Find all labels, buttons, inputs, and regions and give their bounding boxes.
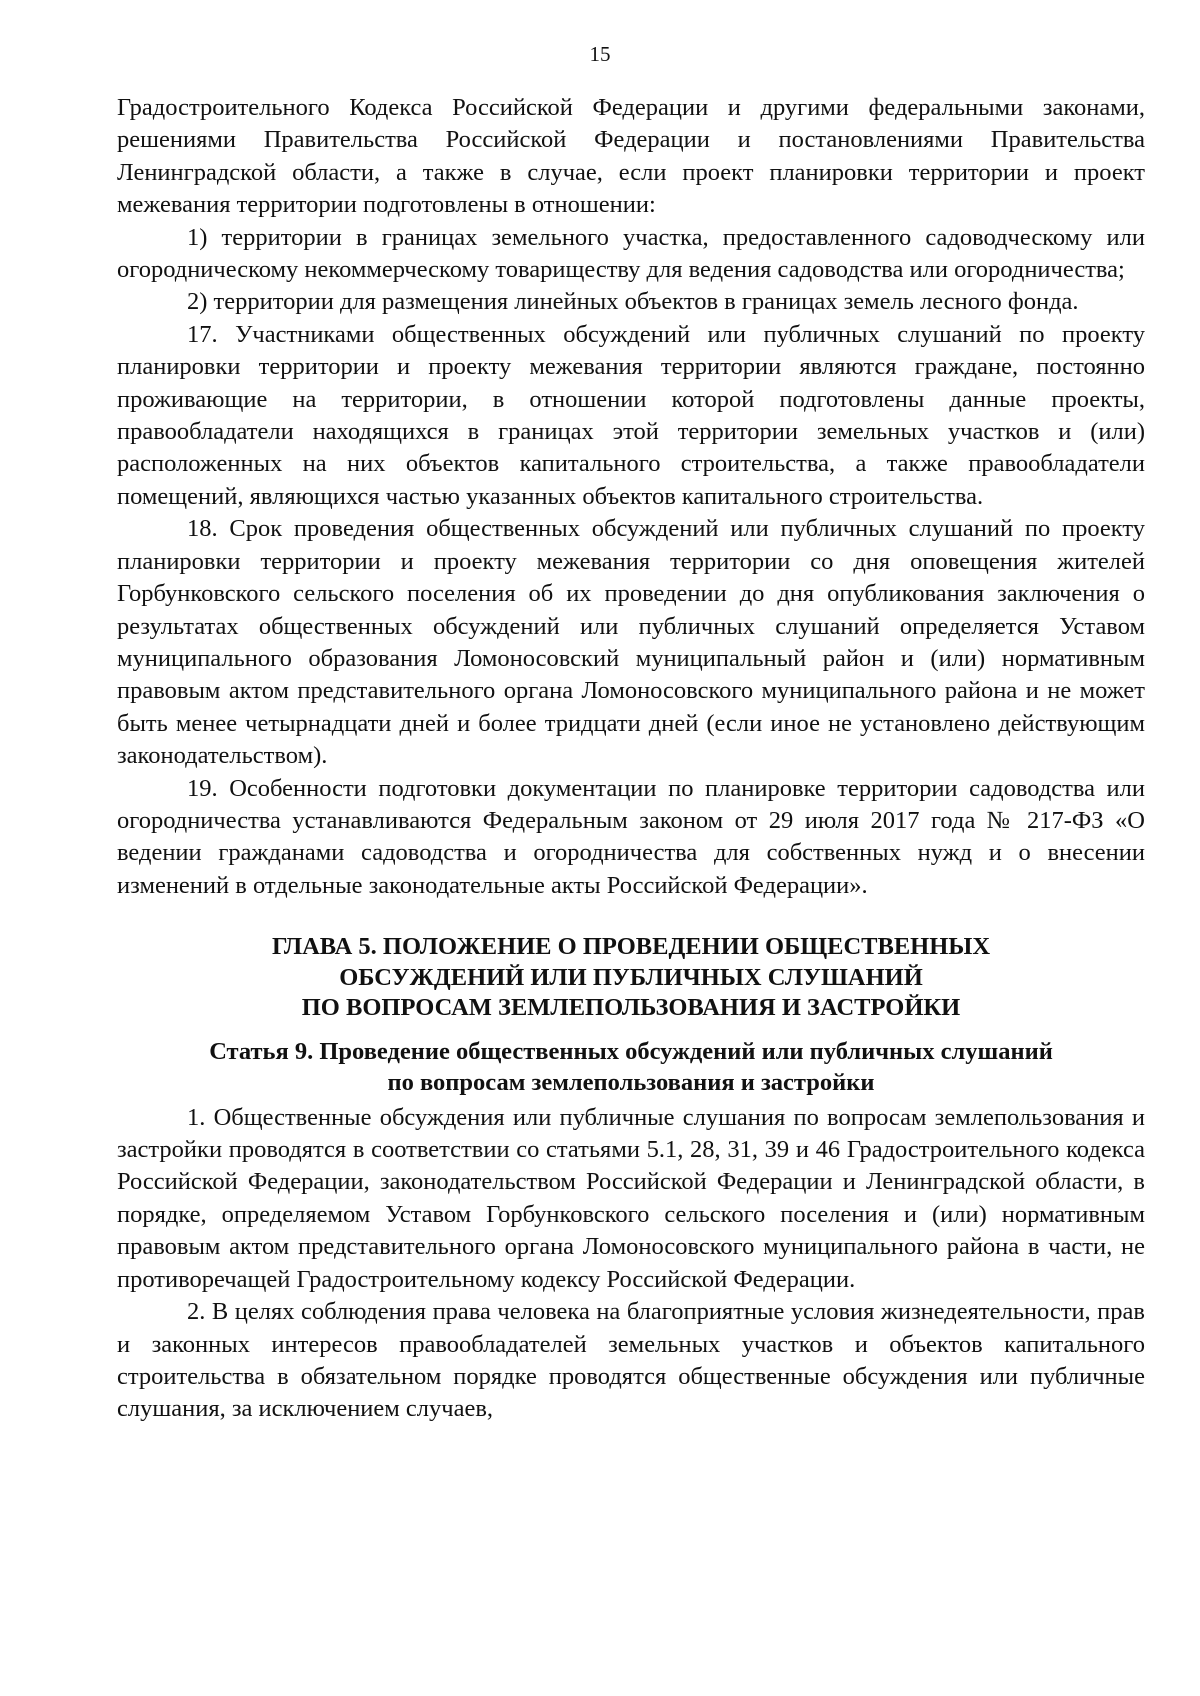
chapter-heading-line: ГЛАВА 5. ПОЛОЖЕНИЕ О ПРОВЕДЕНИИ ОБЩЕСТВЕННЫХ xyxy=(271,933,991,961)
paragraph-item-2: 2) территории для размещения линейных объектов в границах земель лесного фонда. xyxy=(187,288,1079,316)
chapter-heading xyxy=(117,932,1145,1024)
chapter-heading-line: ПО ВОПРОСАМ ЗЕМЛЕПОЛЬЗОВАНИЯ И ЗАСТРОЙКИ xyxy=(301,994,961,1022)
page-number: 15 xyxy=(589,42,611,66)
paragraph: Градостроительного Кодекса Российской Федерации и другими федеральными законами, решениями Правительства Российской Федерации и постановлениями Правительства Ленинградской области, а также в случае, если проект планировки территории и проект межевания территории подготовлены в отношении: xyxy=(117,94,1145,219)
article-heading-line: по вопросам землепользования и застройки xyxy=(387,1068,875,1096)
article-heading-line: Статья 9. Проведение общественных обсуждений или публичных слушаний xyxy=(209,1037,1053,1065)
chapter-heading-line: ОБСУЖДЕНИЙ ИЛИ ПУБЛИЧНЫХ СЛУШАНИЙ xyxy=(339,963,923,991)
article-paragraph-1: 1. Общественные обсуждения или публичные слушания по вопросам землепользования и застройки проводятся в соответствии со статьями 5.1, 28, 31, 39 и 46 Градостроительного кодекса Российской Федерации, законодательством Российской Федерации и Ленинградской области, в порядке, определяемом Уставом Горбунковского сельского поселения и (или) нормативным правовым актом представительного органа Ломоносовского муниципального района в части, не противоречащей Градостроительному кодексу Российской Федерации. xyxy=(117,1103,1145,1293)
article-heading xyxy=(117,1036,1145,1098)
paragraph-17: 17. Участниками общественных обсуждений или публичных слушаний по проекту планировки территории и проекту межевания территории являются граждане, постоянно проживающие на территории, в отношении которой подготовлены данные проекты, правообладатели находящихся в границах этой территории земельных участков и (или) расположенных на них объектов капитального строительства, а также правообладатели помещений, являющихся частью указанных объектов капитального строительства. xyxy=(117,320,1145,510)
article-paragraph-2: 2. В целях соблюдения права человека на благоприятные условия жизнедеятельности, прав и законных интересов правообладателей земельных участков и объектов капитального строительства в обязательном порядке проводятся общественные обсуждения или публичные слушания, за исключением случаев, xyxy=(117,1298,1145,1423)
paragraph-19: 19. Особенности подготовки документации по планировке территории садоводства или огородничества устанавливаются Федеральным законом от 29 июля 2017 года № 217-ФЗ «О ведении гражданами садоводства и огородничества для собственных нужд и о внесении изменений в отдельные законодательные акты Российской Федерации». xyxy=(117,774,1145,899)
document-body xyxy=(117,92,1145,1426)
paragraph-18: 18. Срок проведения общественных обсуждений или публичных слушаний по проекту планировки территории и проекту межевания территории со дня оповещения жителей Горбунковского сельского поселения об их проведении до дня опубликования заключения о результатах общественных обсуждений или публичных слушаний определяется Уставом муниципального образования Ломоносовский муниципальный район и (или) нормативным правовым актом представительного органа Ломоносовского муниципального района и не может быть менее четырнадцати дней и более тридцати дней (если иное не установлено действующим законодательством). xyxy=(117,515,1145,770)
paragraph-item-1: 1) территории в границах земельного участка, предоставленного садоводческому или огородническому некоммерческому товариществу для ведения садоводства или огородничества; xyxy=(117,223,1145,284)
